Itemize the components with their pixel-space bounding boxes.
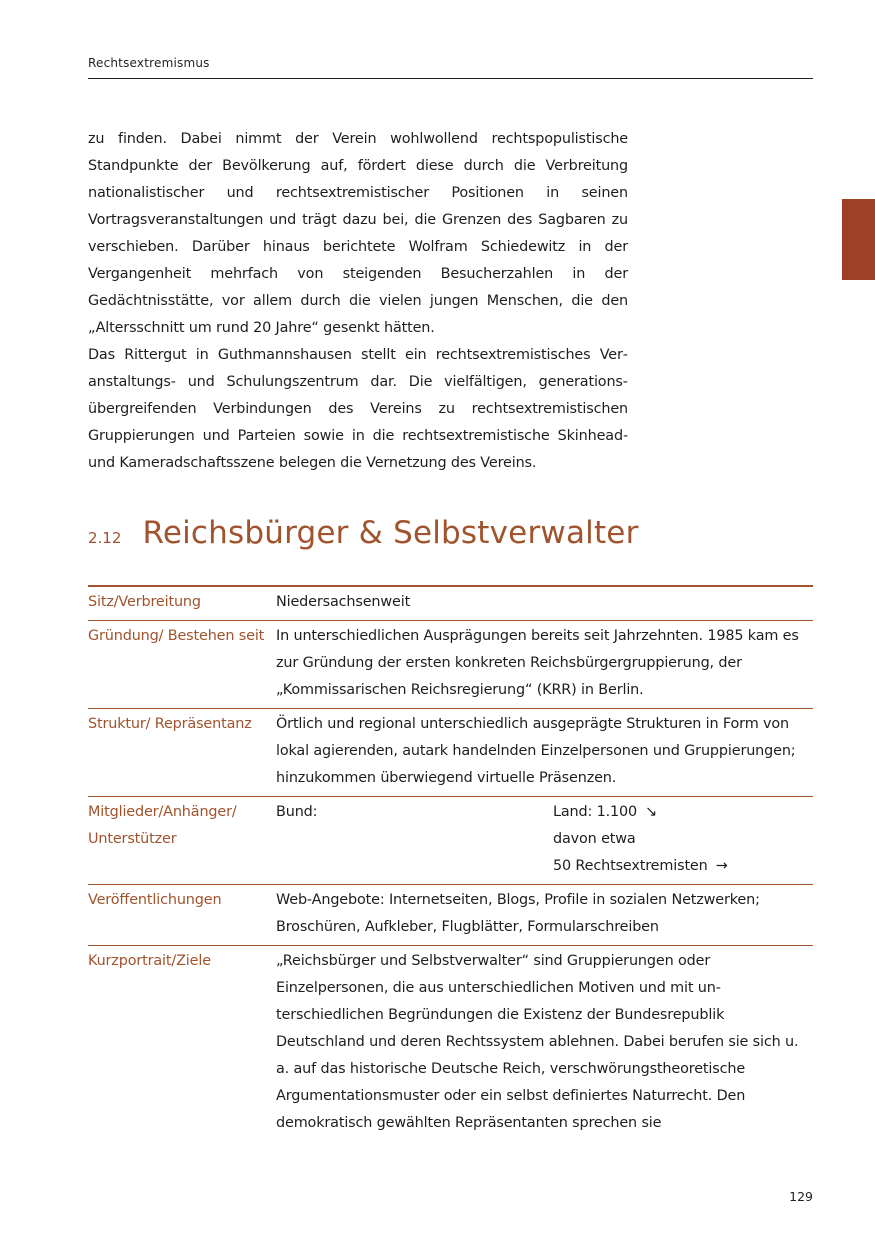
profile-row-gruendung: [88, 621, 813, 709]
profile-table: [88, 585, 813, 1141]
profile-value: Web-Angebote: Internetseiten, Blogs, Profile in sozialen Netzwerken; Broschüren, Aufkleber, Flugblätter, Formularschreiben: [276, 892, 760, 935]
profile-label: Veröffentlichungen: [88, 892, 222, 908]
profile-row-struktur: [88, 709, 813, 797]
section-number: 2.12: [88, 529, 122, 547]
profile-label: Struktur/ Repräsentanz: [88, 716, 252, 732]
members-land-block: [553, 799, 813, 880]
profile-value: In unterschiedlichen Ausprägungen bereits seit Jahrzehnten. 1985 kam es zur Gründung der ersten konkreten Reichsbürgergruppierung, der „Kommissarischen Reichsregierung“ (KRR) in Berlin.: [276, 628, 799, 698]
intro-paragraph: zu finden. Dabei nimmt der Verein wohlwollend rechtspopulistische Standpunkte der Bevölkerung auf, fördert diese durch die Verbreitung nationalistischer und rechtsextremistischer Positionen in seinen Vortragsveranstaltungen und trägt dazu bei, die Grenzen des Sagbaren zu verschieben. Darüber hinaus berichtete Wolfram Schiedewitz in der Vergangenheit mehrfach von steigenden Besucherzahlen in der Gedächtnisstätte, vor allem durch die vielen jungen Menschen, die den „Altersschnitt um rund 20 Jahre“ gesenkt hätten.: [88, 131, 628, 336]
members-davon: davon etwa: [553, 831, 636, 847]
page-number: 129: [789, 1189, 813, 1204]
header-rule: [88, 78, 813, 79]
profile-label: Kurzportrait/Ziele: [88, 953, 211, 969]
intro-paragraph: Das Rittergut in Guthmannshausen stellt ein rechtsextremistisches Veranstaltungs- und Schulungszentrum dar. Die vielfältigen, generationsübergreifenden Verbindungen des Vereins zu rechtsextremistischen Gruppierungen und Parteien sowie in die rechtsextremistische Skinhead- und Kameradschaftsszene belegen die Vernetzung des Vereins.: [88, 347, 628, 471]
profile-row-mitglieder: [88, 797, 813, 885]
section-heading: [88, 515, 639, 551]
members-land: Land: 1.100: [553, 804, 638, 820]
profile-row-sitz: [88, 586, 813, 621]
members-rechtsextremisten-line: [553, 853, 813, 880]
running-header: Rechtsextremismus: [88, 56, 210, 70]
trend-stable-icon: →: [715, 858, 728, 874]
members-land-line: [553, 799, 813, 826]
profile-label: Gründung/ Bestehen seit: [88, 628, 265, 644]
trend-down-icon: ↘: [645, 804, 657, 820]
intro-text: [88, 126, 628, 477]
members-rechtsextremisten: 50 Rechtsextremisten: [553, 858, 708, 874]
profile-label: Sitz/Verbreitung: [88, 594, 201, 610]
profile-value: [276, 797, 813, 885]
profile-row-kurzportrait: [88, 946, 813, 1142]
profile-label: Mitglieder/Anhänger/ Unterstützer: [88, 804, 237, 847]
chapter-side-tab: [842, 199, 875, 280]
profile-value: Örtlich und regional unterschiedlich ausgeprägte Strukturen in Form von lokal agierenden, autark handelnden Einzelpersonen und Gruppierungen; hinzukommen überwiegend virtuelle Präsenzen.: [276, 716, 796, 786]
profile-value: „Reichsbürger und Selbstverwalter“ sind Gruppierungen oder Einzelpersonen, die aus unterschiedlichen Motiven und mit unterschiedlichen Begründungen die Existenz der Bundesrepublik Deutschland und deren Rechtssystem ablehnen. Dabei berufen sie sich u. a. auf das historische Deutsche Reich, verschwörungstheoretische Argumentationsmuster oder ein selbst definiertes Naturrecht. Den demokratisch gewählten Repräsentanten sprechen sie: [276, 953, 799, 1131]
section-title: Reichsbürger & Selbstverwalter: [142, 515, 639, 551]
profile-row-veroeffentlichungen: [88, 885, 813, 946]
members-grid: [276, 799, 813, 880]
profile-value: Niedersachsenweit: [276, 594, 411, 610]
members-bund: Bund:: [276, 804, 318, 820]
